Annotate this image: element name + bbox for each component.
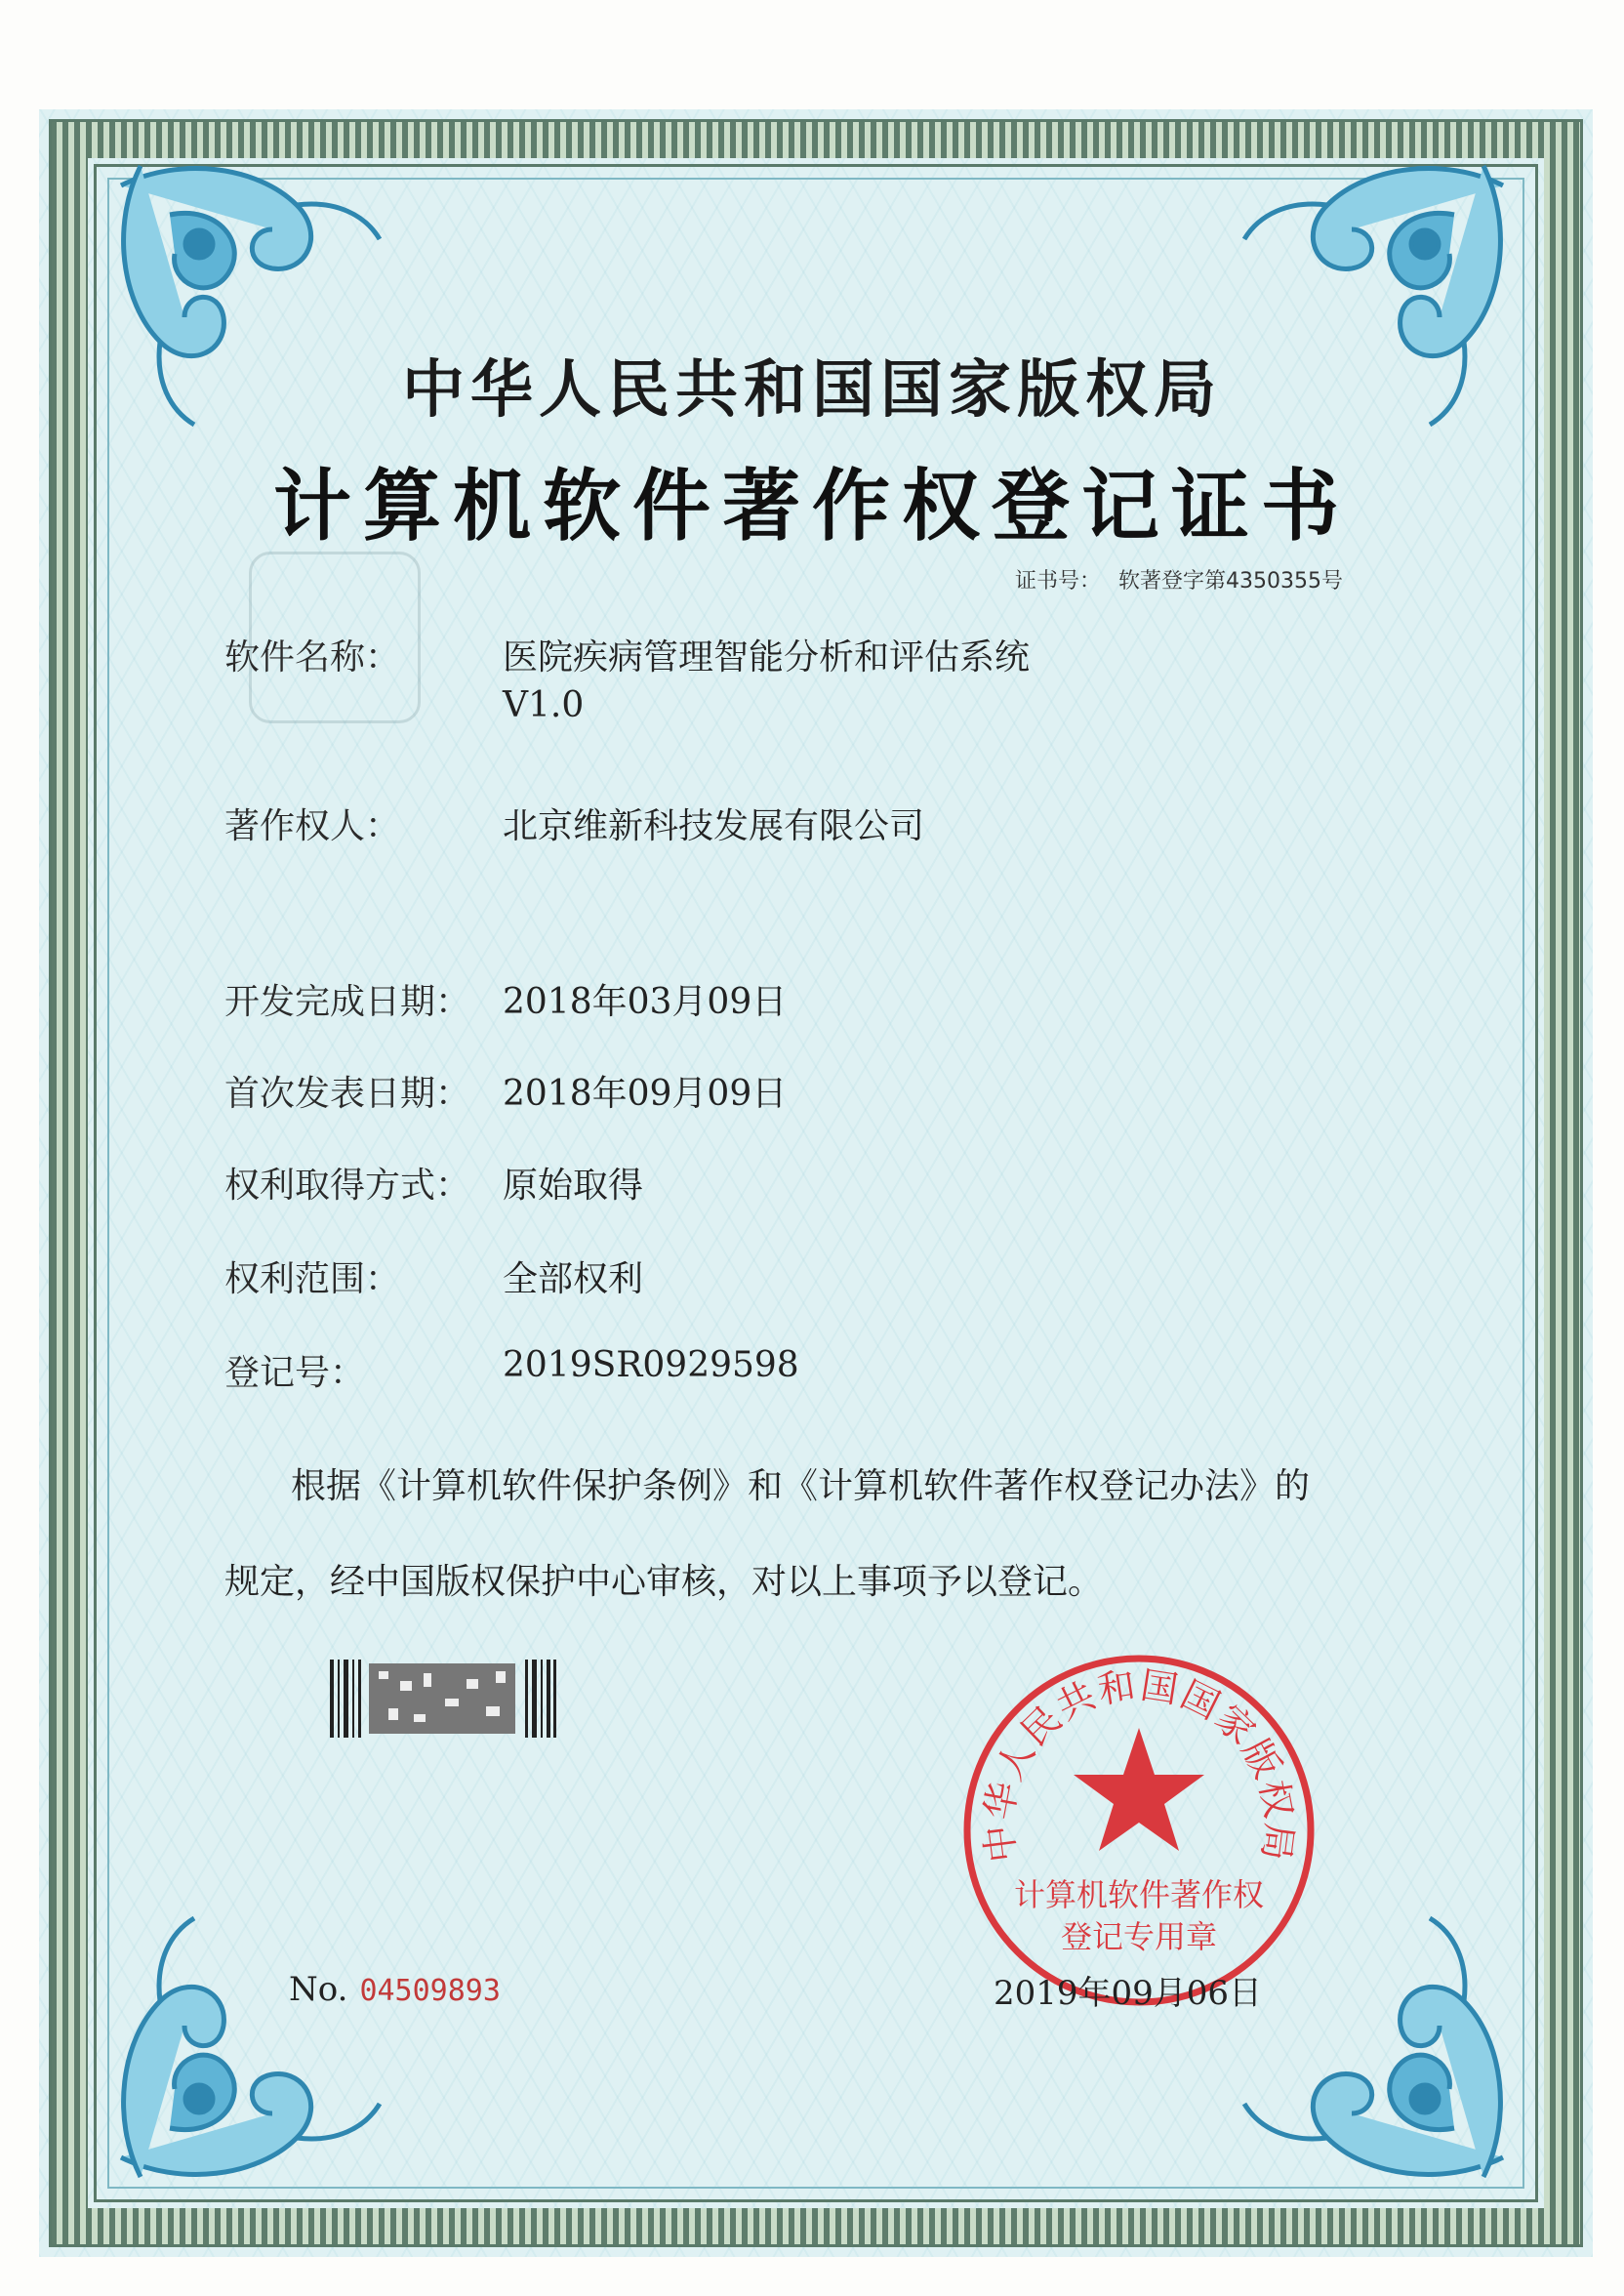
field-acquire-method xyxy=(224,1158,643,1208)
certificate-title: 计算机软件著作权登记证书 xyxy=(273,461,1351,552)
acquire-method-value: 原始取得 xyxy=(503,1166,644,1206)
dev-date-value: 2018年03月09日 xyxy=(503,982,788,1022)
field-owner xyxy=(224,799,924,848)
field-label: 著作权人： xyxy=(224,806,401,846)
publish-date-value: 2018年09月09日 xyxy=(503,1074,788,1114)
cert-no-value: 软著登字第4350355号 xyxy=(1118,569,1343,594)
svg-text:登记专用章: 登记专用章 xyxy=(1060,1918,1218,1955)
statement-line-2: 规定，经中国版权保护中心审核，对以上事项予以登记。 xyxy=(224,1562,1104,1602)
field-reg-no xyxy=(224,1345,799,1395)
owner-value: 北京维新科技发展有限公司 xyxy=(503,806,925,846)
official-seal-icon xyxy=(958,1650,1320,2011)
serial-no-value: 04509893 xyxy=(359,1974,501,2008)
statement-line-1: 根据《计算机软件保护条例》和《计算机软件著作权登记办法》的 xyxy=(291,1466,1311,1506)
software-name-value: 医院疾病管理智能分析和评估系统 xyxy=(503,637,1031,677)
field-label: 软件名称： xyxy=(224,637,401,677)
field-label: 权利取得方式： xyxy=(224,1166,471,1206)
field-label: 开发完成日期： xyxy=(224,982,471,1022)
svg-text:计算机软件著作权: 计算机软件著作权 xyxy=(1013,1876,1265,1913)
issue-date: 2019年09月06日 xyxy=(994,1974,1263,2013)
field-scope xyxy=(224,1251,643,1301)
software-version-value: V1.0 xyxy=(503,685,585,725)
cert-no-label: 证书号： xyxy=(1015,569,1102,594)
reg-no-value: 2019SR0929598 xyxy=(503,1345,799,1385)
serial-number xyxy=(289,1970,501,2009)
field-label: 登记号： xyxy=(224,1353,366,1393)
scope-value: 全部权利 xyxy=(503,1259,644,1299)
field-software-name xyxy=(224,630,1030,725)
svg-text:中华人民共和国国家版权局: 中华人民共和国国家版权局 xyxy=(976,1662,1302,1866)
field-publish-date xyxy=(224,1066,787,1116)
field-label: 首次发表日期： xyxy=(224,1074,471,1114)
barcode-icon xyxy=(330,1660,556,1738)
serial-no-label: No. xyxy=(289,1970,348,2009)
corner-ornament-icon xyxy=(102,1904,394,2196)
field-dev-date xyxy=(224,974,787,1024)
certificate-number xyxy=(1015,564,1360,594)
field-label: 权利范围： xyxy=(224,1259,401,1299)
issuer-title: 中华人民共和国国家版权局 xyxy=(402,354,1222,427)
